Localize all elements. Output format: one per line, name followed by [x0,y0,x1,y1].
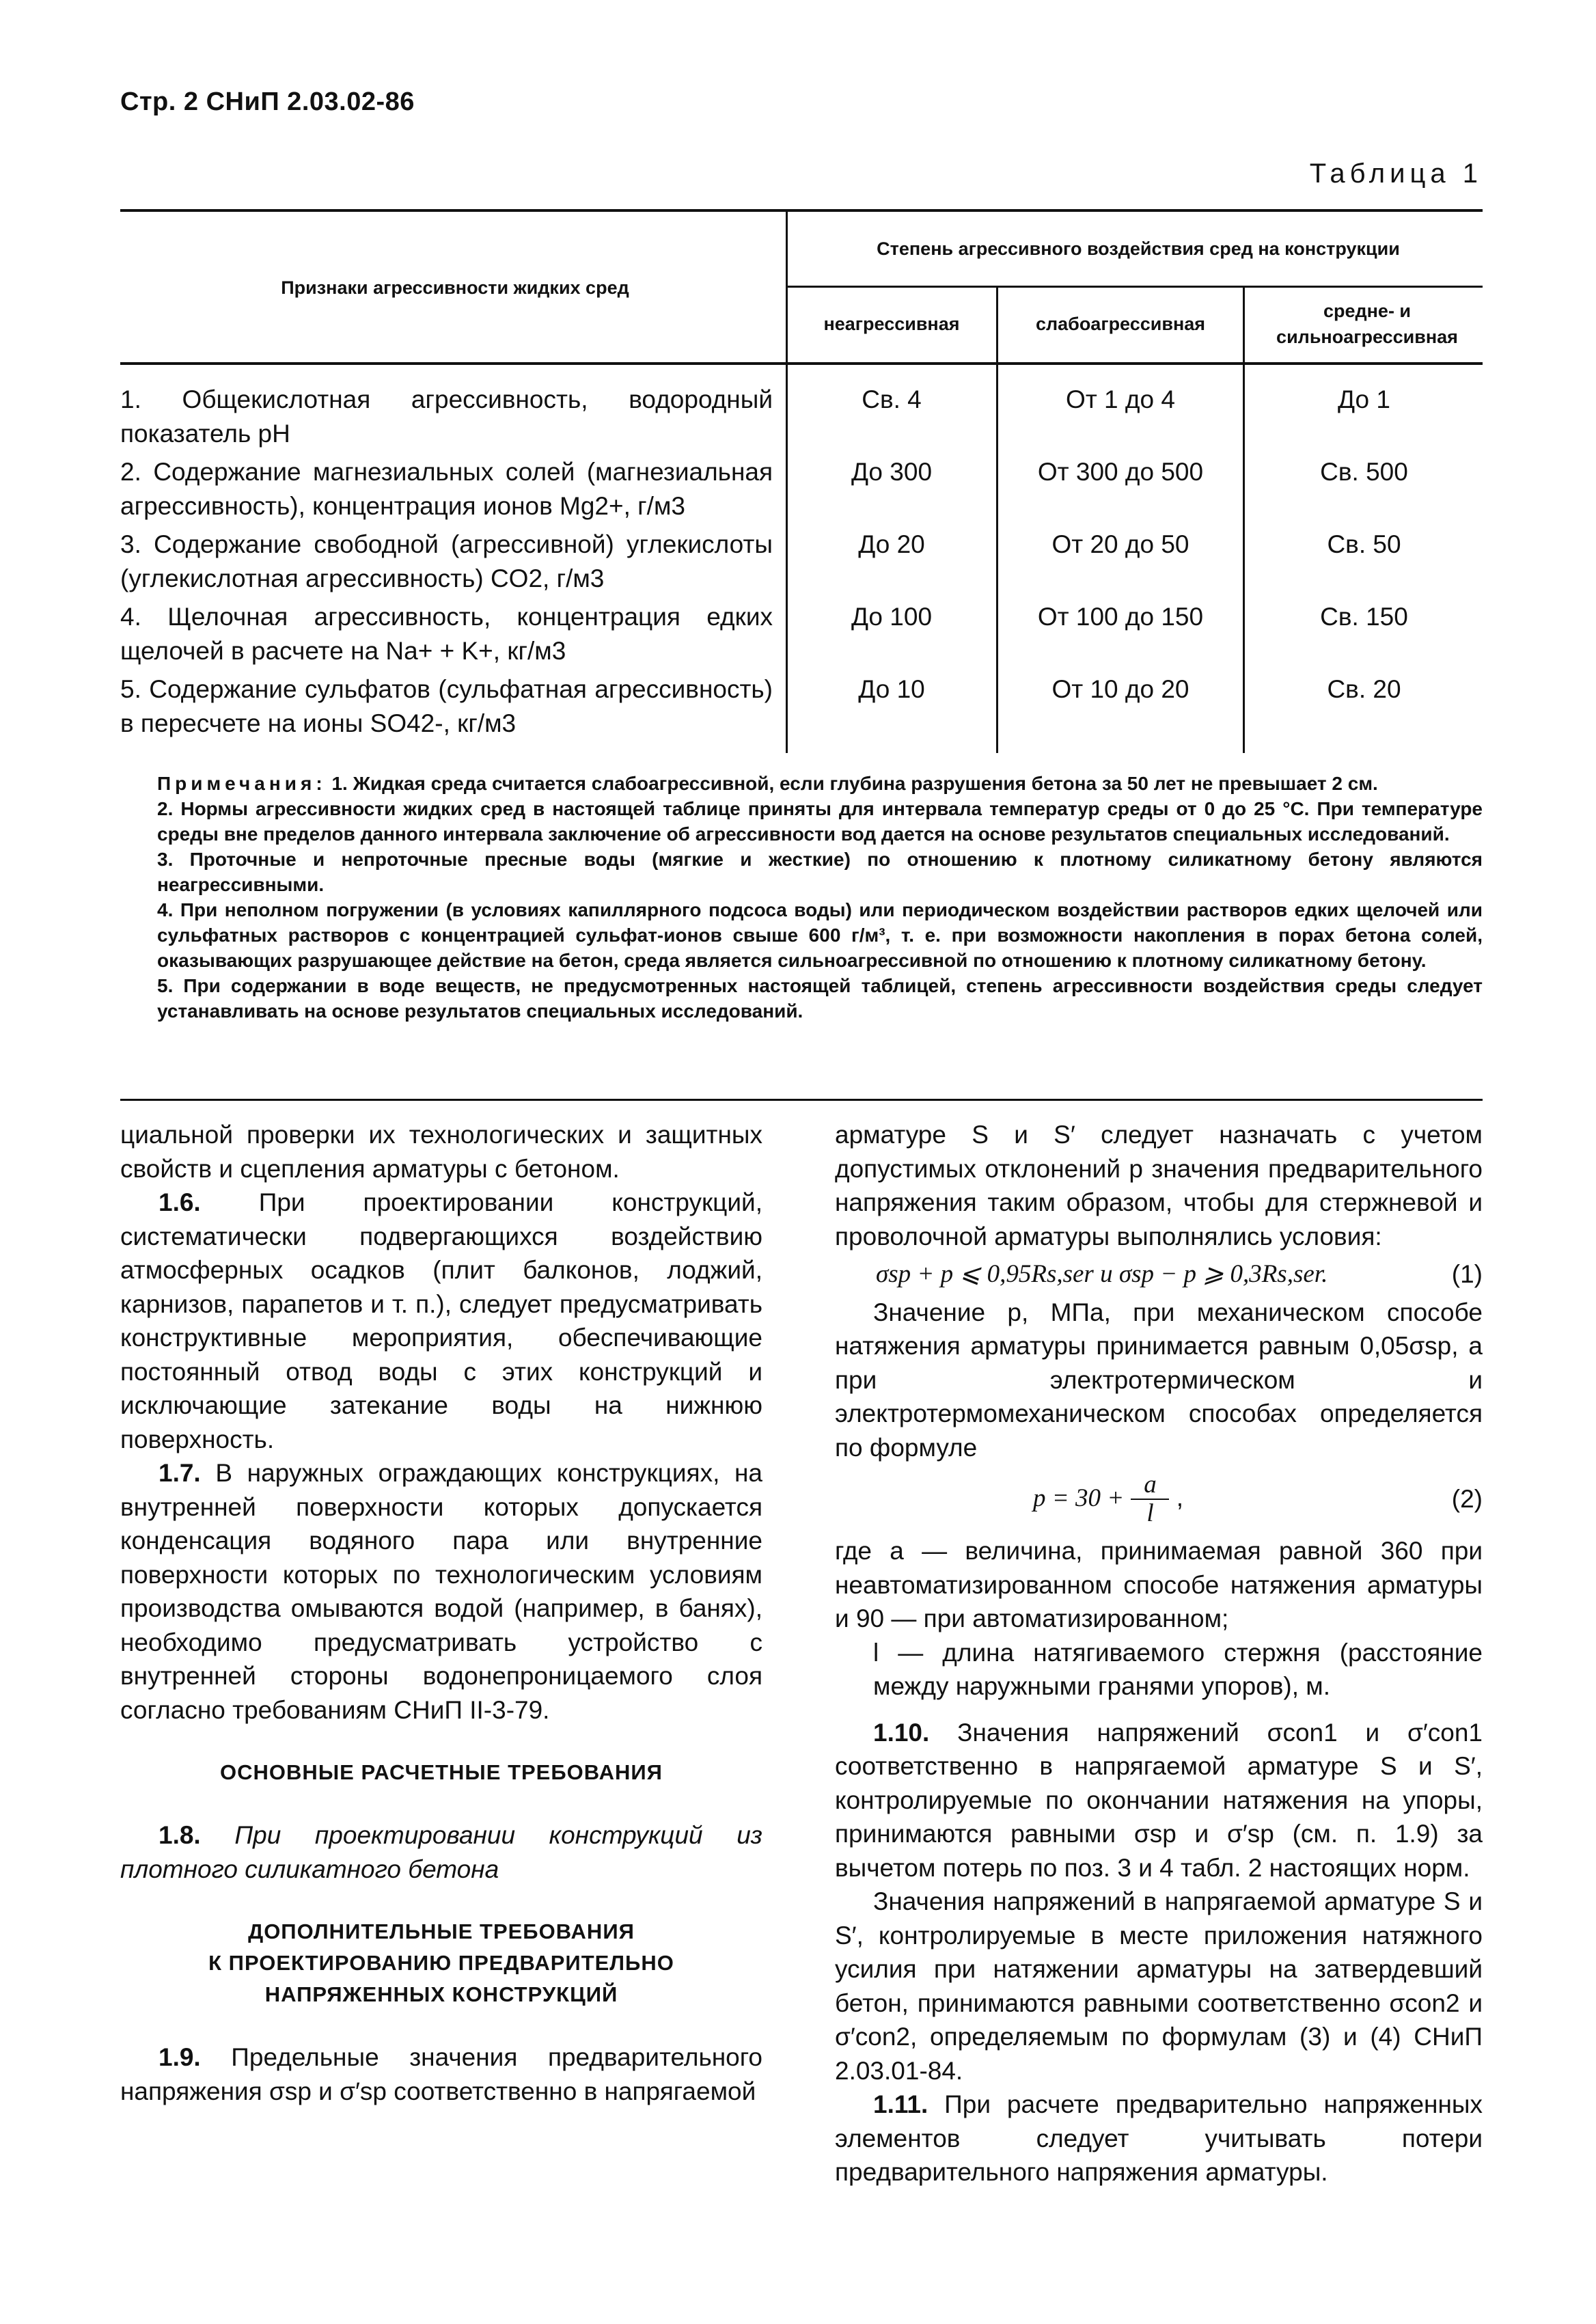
formula-2-denominator: l [1146,1499,1154,1527]
row-1-value-2: От 1 до 4 [1066,385,1175,413]
clause-1-8-number: 1.8. [159,1821,201,1849]
row-5-value-2: От 10 до 20 [1051,675,1189,703]
formula-1-body: σsp + p ⩽ 0,95Rs,ser и σsp − p ⩾ 0,3Rs,ser. [876,1260,1328,1288]
row-2-value-3: Св. 500 [1320,458,1408,486]
where-a: где a — величина, принимаемая равной 360 при неавтоматизированном способе натяжения арматуры и 90 — при автоматизированном; [835,1537,1483,1632]
formula-1-number: (1) [1451,1260,1483,1288]
table-top-rule [120,209,1483,212]
formula-2-fraction [1131,1471,1169,1527]
table-notes [157,771,1483,1024]
table-header-rule [120,362,1483,365]
clause-1-9-number: 1.9. [159,2043,201,2071]
clause-1-9-text: Предельные значения предварительного напряжения σsp и σ′sp соответственно в напрягаемой [120,2043,762,2105]
formula-2-number: (2) [1451,1485,1483,1514]
note-4: 4. При неполном погружении (в условиях капиллярного подсоса воды) или периодическом воздействии растворов едких щелочей или сульфатных растворов с концентрацией сульфат-ионов свыше 600 г/м³, т. е. при возможности накопления в порах бетона солей, оказывающих разрушающее действие на бетон, среда является сильноагрессивной по отношению к плотному силикатному бетону. [157,899,1483,971]
header-non-aggressive: неагрессивная [823,314,960,334]
row-3-value-3: Св. 50 [1327,530,1401,558]
note-1: 1. Жидкая среда считается слабоагрессивной, если глубина разрушения бетона за 50 лет не превышает 2 см. [331,773,1378,794]
note-2: 2. Нормы агрессивности жидких сред в настоящей таблице приняты для интервала температур среды от 0 до 25 °С. При температуре среды вне пределов данного интервала заключение об агрессивности вод дается на основе результатов специальных исследований. [157,798,1483,845]
row-3-value-1: До 20 [858,530,925,558]
heading-additional-l3: НАПРЯЖЕННЫХ КОНСТРУКЦИЙ [264,1982,618,2006]
heading-additional-l2: К ПРОЕКТИРОВАНИЮ ПРЕДВАРИТЕЛЬНО [208,1951,674,1975]
row-1-value-1: Св. 4 [862,385,922,413]
heading-basic-requirements: ОСНОВНЫЕ РАСЧЕТНЫЕ ТРЕБОВАНИЯ [220,1760,663,1784]
formula-2-tail: , [1176,1483,1184,1512]
row-4-value-2: От 100 до 150 [1037,603,1204,631]
clause-1-8-italic: При проектировании конструкций из плотного силикатного бетона [120,1821,763,1883]
clause-1-6-number: 1.6. [159,1188,201,1216]
header-feature: Признаки агрессивности жидких сред [281,277,629,298]
table-vrule-1 [786,209,788,753]
formula-2 [835,1471,1483,1527]
clause-1-10-number: 1.10. [873,1718,930,1747]
left-continuation: циальной проверки их технологических и защитных свойств и сцепления арматуры с бетоном. [120,1121,762,1183]
p-value-text: Значение p, МПа, при механическом способе натяжения арматуры принимается равным 0,05σsp, а при электротермическом и электротермомеханическом способах определяется по формуле [835,1298,1483,1462]
clause-1-11-text: При расчете предварительно напряженных элементов следует учитывать потери предварительного напряжения арматуры. [835,2090,1483,2186]
note-5: 5. При содержании в воде веществ, не предусмотренных настоящей таблицей, степень агрессивности воздействия среды следует устанавливать на основе результатов специальных исследований. [157,975,1483,1022]
clause-1-6-text: При проектировании конструкций, систематически подвергающихся воздействию атмосферных осадков (плит балконов, лоджий, карнизов, парапетов и т. п.), следует предусматривать конструктивные мероприятия, обеспечивающие постоянный отвод воды с этих конструкций и исключающие затекание воды на нижнюю поверхность. [120,1188,762,1453]
aggressiveness-table [120,209,1483,753]
clause-1-7-text: В наружных ограждающих конструкциях, на внутренней поверхности которых допускается конденсация водяного пара или внутренние поверхности которых по технологическим условиям производства омываются водой (например, в банях), необходимо предусматривать устройство с внутренней стороны водонепроницаемого слоя согласно требованиям СНиП II-3-79. [120,1459,762,1724]
clause-1-7-number: 1.7. [159,1459,201,1487]
note-3: 3. Проточные и непроточные пресные воды (мягкие и жесткие) по отношению к плотному силикатному бетону являются неагрессивными. [157,849,1483,895]
heading-additional-l1: ДОПОЛНИТЕЛЬНЫЕ ТРЕБОВАНИЯ [248,1919,635,1943]
table-caption: Таблица 1 [1309,159,1483,189]
formula-2-numerator: a [1144,1471,1157,1499]
row-2-label: 2. Содержание магнезиальных солей (магнезиальная агрессивность), концентрация ионов Mg2+, г/м3 [120,458,773,520]
row-3-label: 3. Содержание свободной (агрессивной) углекислоты (углекислотная агрессивность) CO2, г/м3 [120,530,773,592]
running-header: Стр. 2 СНиП 2.03.02-86 [120,87,415,116]
row-5-value-3: Св. 20 [1327,675,1401,703]
header-strong: средне- и сильноагрессивная [1276,301,1458,347]
clause-1-10-text: Значения напряжений σcon1 и σ′con1 соответственно в напрягаемой арматуре S и S′, контролируемые по окончании натяжения на упоры, принимаются равными σsp и σ′sp (см. п. 1.9) за вычетом потерь по поз. 3 и 4 табл. 2 настоящих норм. [835,1718,1483,1882]
row-4-label: 4. Щелочная агрессивность, концентрация едких щелочей в расчете на Na+ + K+, кг/м3 [120,603,773,665]
formula-1 [835,1257,1483,1291]
table-vrule-2 [996,286,998,753]
row-1-value-3: До 1 [1338,385,1390,413]
row-2-value-2: От 300 до 500 [1037,458,1204,486]
right-continuation: арматуре S и S′ следует назначать с учетом допустимых отклонений p значения предварительного напряжения таким образом, чтобы для стержневой и проволочной арматуры выполнялись условия: [835,1121,1483,1250]
row-5-value-1: До 10 [858,675,925,703]
table-vrule-3 [1243,286,1245,753]
clause-1-11-number: 1.11. [873,2090,928,2118]
row-4-value-1: До 100 [851,603,933,631]
row-5-label: 5. Содержание сульфатов (сульфатная агрессивность) в пересчете на ионы SO42-, кг/м3 [120,675,773,737]
clause-1-10-text-2: Значения напряжений в напрягаемой арматуре S и S′, контролируемые в месте приложения натяжного усилия при натяжении арматуры на затвердевший бетон, принимаются равными соответственно σcon2 и σ′con2, определяемым по формулам (3) и (4) СНиП 2.03.01-84. [835,1887,1483,2085]
notes-title: Примечания: [157,773,327,794]
table-subheader-rule [786,286,1483,288]
left-column [120,1118,762,2108]
row-4-value-3: Св. 150 [1320,603,1408,631]
row-1-label: 1. Общекислотная агрессивность, водородный показатель pH [120,385,773,448]
section-rule [120,1099,1483,1101]
formula-2-left: p = 30 + [1033,1484,1125,1512]
right-column [835,1118,1483,2189]
header-group: Степень агрессивного воздействия сред на конструкции [877,238,1400,259]
row-3-value-2: От 20 до 50 [1051,530,1189,558]
row-2-value-1: До 300 [851,458,933,486]
where-l: l — длина натягиваемого стержня (расстояние между наружными гранями упоров), м. [873,1638,1483,1700]
header-weak: слабоагрессивная [1035,314,1206,334]
